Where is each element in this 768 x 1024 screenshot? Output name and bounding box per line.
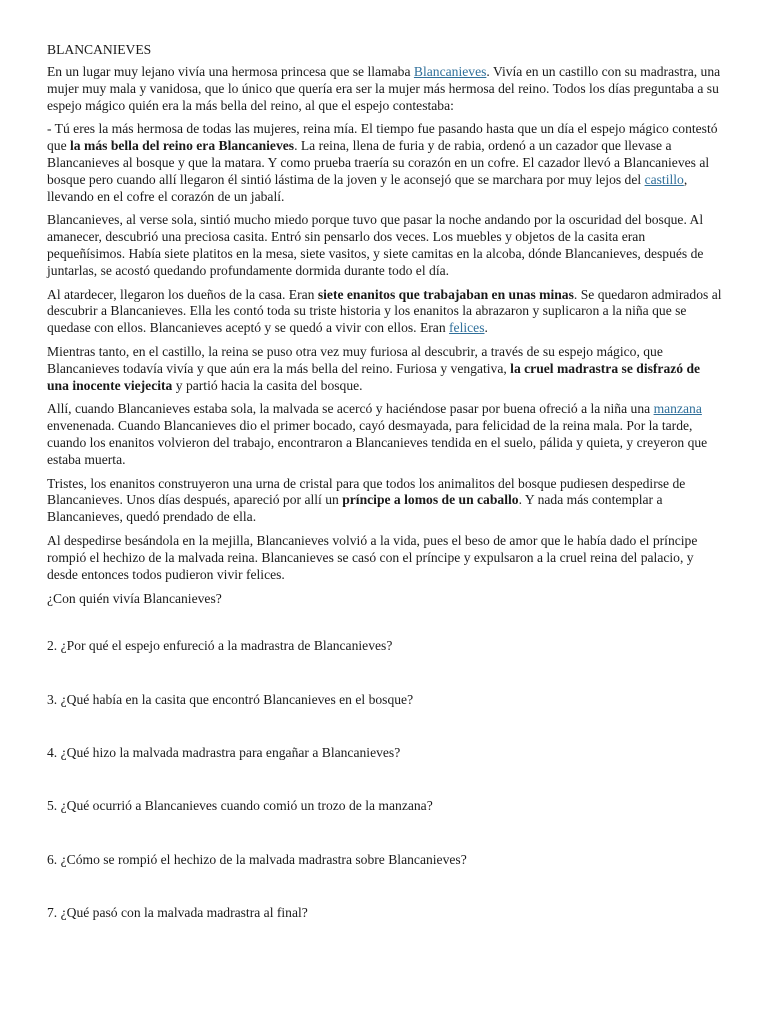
document-title: BLANCANIEVES <box>47 42 152 57</box>
emphasis-text: príncipe a lomos de un caballo <box>342 492 519 508</box>
story-paragraph <box>47 121 722 205</box>
question-item: 4. ¿Qué hizo la malvada madrastra para engañar a Blancanieves? <box>47 744 401 760</box>
story-paragraph <box>47 64 722 114</box>
story-paragraph <box>47 476 722 526</box>
story-paragraph <box>47 533 722 583</box>
story-paragraph <box>47 401 722 468</box>
story-text: - Tú eres la más hermosa de todas las mujeres, reina mía. El tiempo fue pasando hasta que un día el espejo mágico contestó que <box>47 121 718 154</box>
story-text: . Y nada más contemplar a Blancanieves, quedó prendado de ella. <box>47 492 663 525</box>
question-item: 5. ¿Qué ocurrió a Blancanieves cuando comió un trozo de la manzana? <box>47 798 433 814</box>
emphasis-text: siete enanitos que trabajaban en unas minas <box>317 286 574 302</box>
story-text: Allí, cuando Blancanieves estaba sola, la malvada se acercó y haciéndose pasar por buena ofreció a la niña una <box>47 401 654 417</box>
story-text: Al despedirse besándola en la mejilla, Blancanieves volvió a la vida, pues el beso de amor que le había dado el príncipe rompió el hechizo de la malvada reina. Blancanieves se casó con el príncipe y expulsaron a la cruel reina del palacio, y desde entonces todos pudieron vivir felices. <box>47 532 698 582</box>
story-body <box>47 64 722 583</box>
story-text: . La reina, llena de furia y de rabia, ordenó a un cazador que llevase a Blancanieves al bosque y que la matara. Y como prueba traería su corazón en un cofre. El cazador llevó a Blancanieves al bosque pero cuando allí llegaron él sintió lástima de la joven y le aconsejó que se marchara por muy lejos del <box>47 138 710 187</box>
story-text: Tristes, los enanitos construyeron una urna de cristal para que todos los animalitos del bosque pudiesen despedirse de Blancanieves. Unos días después, apareció por allí un <box>47 475 686 508</box>
story-text: Mientras tanto, en el castillo, la reina se puso otra vez muy furiosa al descubrir, a través de su espejo mágico, que Blancanieves todavía vivía y que aún era la más bella del reino. Furiosa y vengativa, <box>47 343 663 376</box>
question-item: 6. ¿Cómo se rompió el hechizo de la malvada madrastra sobre Blancanieves? <box>47 851 467 867</box>
question-item: 3. ¿Qué había en la casita que encontró Blancanieves en el bosque? <box>47 691 414 707</box>
story-text: En un lugar muy lejano vivía una hermosa princesa que se llamaba <box>47 64 414 79</box>
emphasis-text: la cruel madrastra se disfrazó de una inocente viejecita <box>47 360 701 393</box>
story-paragraph <box>47 287 722 337</box>
story-text: . Se quedaron admirados al descubrir a Blancanieves. Ella les contó toda su triste historia y los enanitos la abrazaron y suplicaron a la niña que se quedase con ellos. Blancanieves aceptó y se quedó a vivir con ellos. Eran <box>47 286 722 336</box>
story-text: Al atardecer, llegaron los dueños de la casa. Eran <box>47 286 318 302</box>
story-link[interactable]: castillo <box>644 171 684 187</box>
story-text: , llevando en el cofre el corazón de un jabalí. <box>47 171 688 204</box>
question-item: ¿Con quién vivía Blancanieves? <box>47 591 222 607</box>
story-paragraph <box>47 344 722 394</box>
story-link[interactable]: Blancanieves <box>413 64 487 79</box>
question-item: 7. ¿Qué pasó con la malvada madrastra al final? <box>47 904 308 920</box>
story-paragraph <box>47 212 722 279</box>
question-list <box>47 590 722 957</box>
story-text: . <box>484 320 488 336</box>
question-item: 2. ¿Por qué el espejo enfureció a la madrastra de Blancanieves? <box>47 638 393 654</box>
emphasis-text: la más bella del reino era Blancanieves <box>70 138 295 154</box>
story-text: y partió hacia la casita del bosque. <box>172 377 363 393</box>
story-text: . Vivía en un castillo con su madrastra, una mujer muy mala y vanidosa, que lo único que quería era ser la mujer más hermosa del reino. Todos los días preguntaba a su espejo mágico quién era la más bella del reino, al que el espejo contestaba: <box>47 64 721 113</box>
story-text: envenenada. Cuando Blancanieves dio el primer bocado, cayó desmayada, para felicidad de la reina mala. Por la tarde, cuando los enanitos volvieron del trabajo, encontraron a Blancanieves tendida en el suelo, pálida y quieta, y creyeron que estaba muerta. <box>47 418 708 467</box>
story-text: Blancanieves, al verse sola, sintió mucho miedo porque tuvo que pasar la noche andando por la oscuridad del bosque. Al amanecer, descubrió una preciosa casita. Entró sin pensarlo dos veces. Los muebles y objetos de la casita eran pequeñísimos. Había siete platitos en la mesa, siete vasitos, y siete camitas en la alcoba, dónde Blancanieves, después de juntarlas, se acostó quedando profundamente dormida durante todo el día. <box>47 212 704 278</box>
story-link[interactable]: felices <box>449 320 485 336</box>
story-link[interactable]: manzana <box>653 401 702 417</box>
